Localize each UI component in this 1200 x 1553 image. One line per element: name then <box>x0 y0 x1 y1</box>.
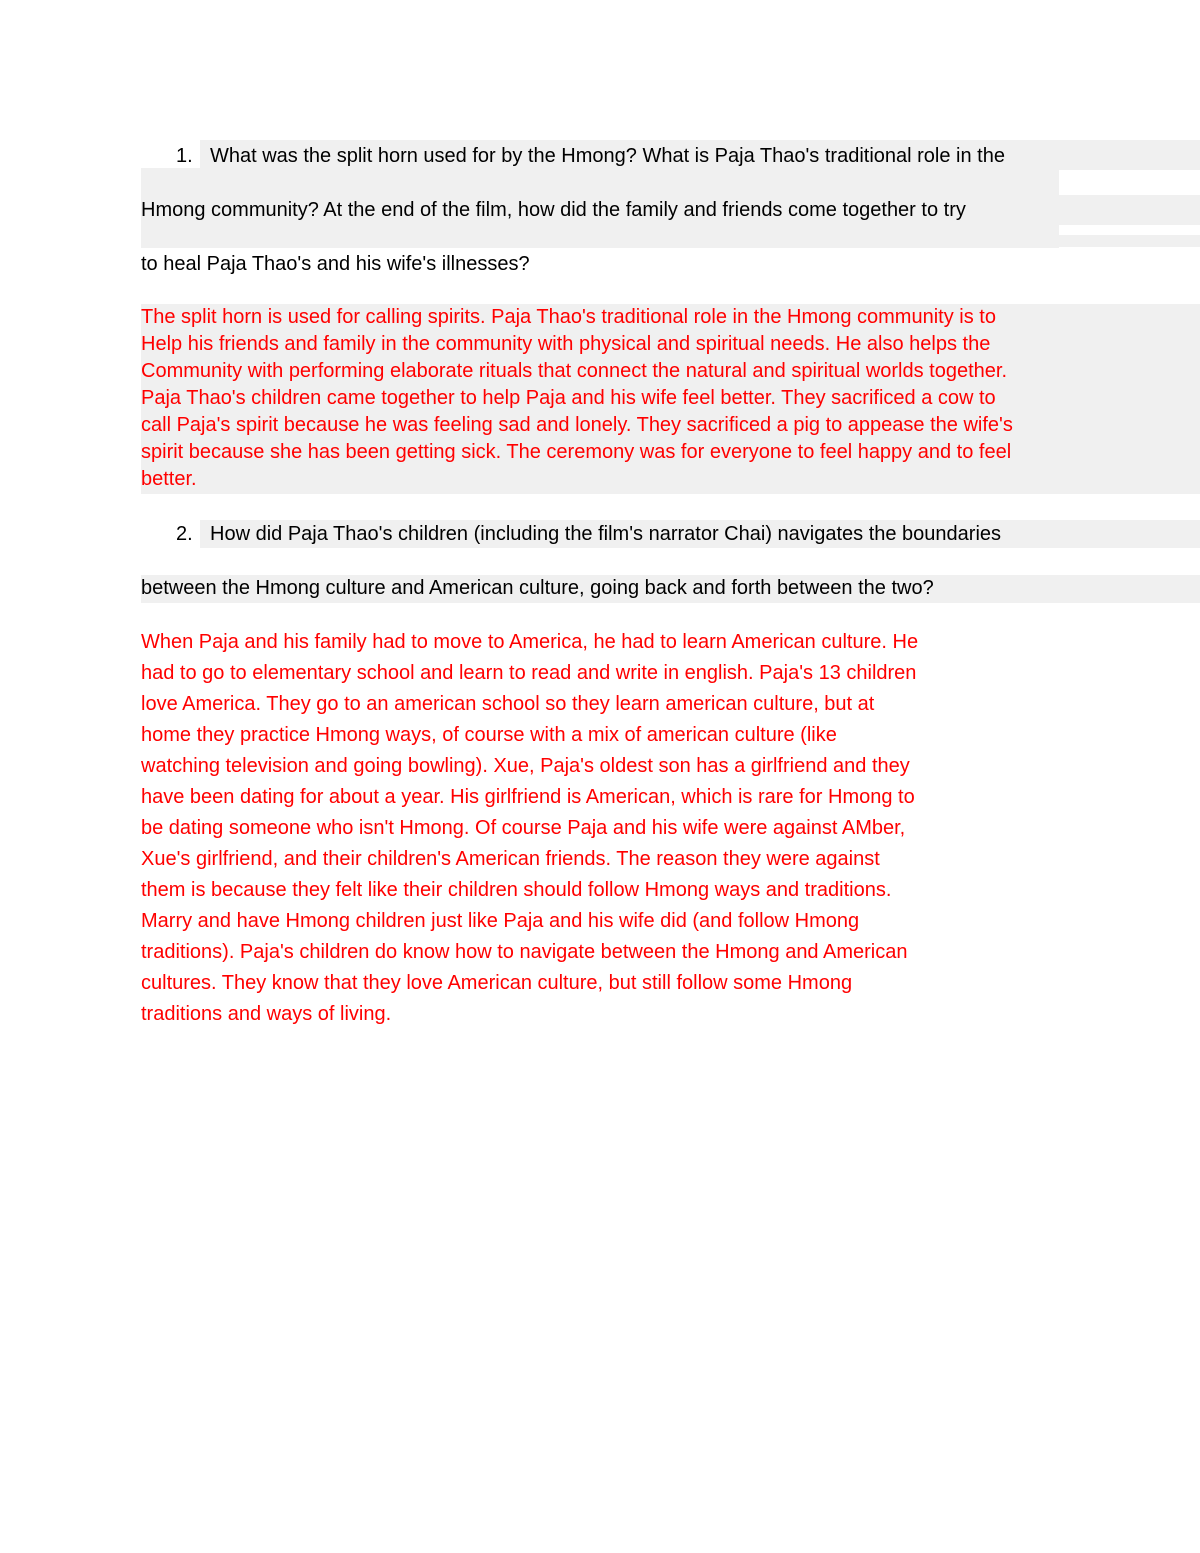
answer-1-line: call Paja's spirit because he was feeling sad and lonely. They sacrificed a pig to appease the wife's <box>141 414 1013 436</box>
answer-2 <box>141 627 918 1030</box>
question-1-line-3: to heal Paja Thao's and his wife's illnesses? <box>141 253 530 275</box>
answer-2-line: traditions and ways of living. <box>141 1003 392 1025</box>
answer-1-line: The split horn is used for calling spirits. Paja Thao's traditional role in the Hmong community is to <box>141 306 996 328</box>
answer-2-line: When Paja and his family had to move to America, he had to learn American culture. He <box>141 631 919 653</box>
answer-1-line: Help his friends and family in the community with physical and spiritual needs. He also helps the <box>141 333 991 355</box>
answer-1-line: Paja Thao's children came together to help Paja and his wife feel better. They sacrificed a cow to <box>141 387 996 409</box>
answer-2-line: them is because they felt like their children should follow Hmong ways and traditions. <box>141 879 892 901</box>
answer-2-line: Marry and have Hmong children just like Paja and his wife did (and follow Hmong <box>141 910 860 932</box>
answer-1 <box>141 304 1013 493</box>
question-1-number: 1. <box>176 145 193 167</box>
answer-1-line: spirit because she has been getting sick. The ceremony was for everyone to feel happy and to feel <box>141 441 1012 463</box>
question-1-line-1: 1. What was the split horn used for by the Hmong? What is Paja Thao's traditional role in the <box>176 141 1005 171</box>
answer-2-line: Xue's girlfriend, and their children's American friends. The reason they were against <box>141 848 880 870</box>
answer-2-line: traditions). Paja's children do know how to navigate between the Hmong and American <box>141 941 908 963</box>
answer-2-line: had to go to elementary school and learn to read and write in english. Paja's 13 children <box>141 662 917 684</box>
answer-2-line: have been dating for about a year. His girlfriend is American, which is rare for Hmong to <box>141 786 915 808</box>
question-2-line-2: between the Hmong culture and American culture, going back and forth between the two? <box>141 577 934 599</box>
answer-2-line: watching television and going bowling). Xue, Paja's oldest son has a girlfriend and they <box>141 755 910 777</box>
highlight-band <box>1059 235 1200 247</box>
answer-1-line: better. <box>141 468 197 490</box>
highlight-band <box>1059 195 1200 225</box>
answer-2-line: home they practice Hmong ways, of course with a mix of american culture (like <box>141 724 837 746</box>
question-2-line-1: 2. How did Paja Thao's children (including the film's narrator Chai) navigates the boundaries <box>176 519 1001 549</box>
answer-2-line: cultures. They know that they love American culture, but still follow some Hmong <box>141 972 853 994</box>
answer-2-line: be dating someone who isn't Hmong. Of course Paja and his wife were against AMber, <box>141 817 906 839</box>
answer-1-line: Community with performing elaborate rituals that connect the natural and spiritual worlds together. <box>141 360 1008 382</box>
question-2-number: 2. <box>176 523 193 545</box>
question-1-line-2: Hmong community? At the end of the film, how did the family and friends come together to try <box>141 199 966 221</box>
answer-2-line: love America. They go to an american school so they learn american culture, but at <box>141 693 875 715</box>
